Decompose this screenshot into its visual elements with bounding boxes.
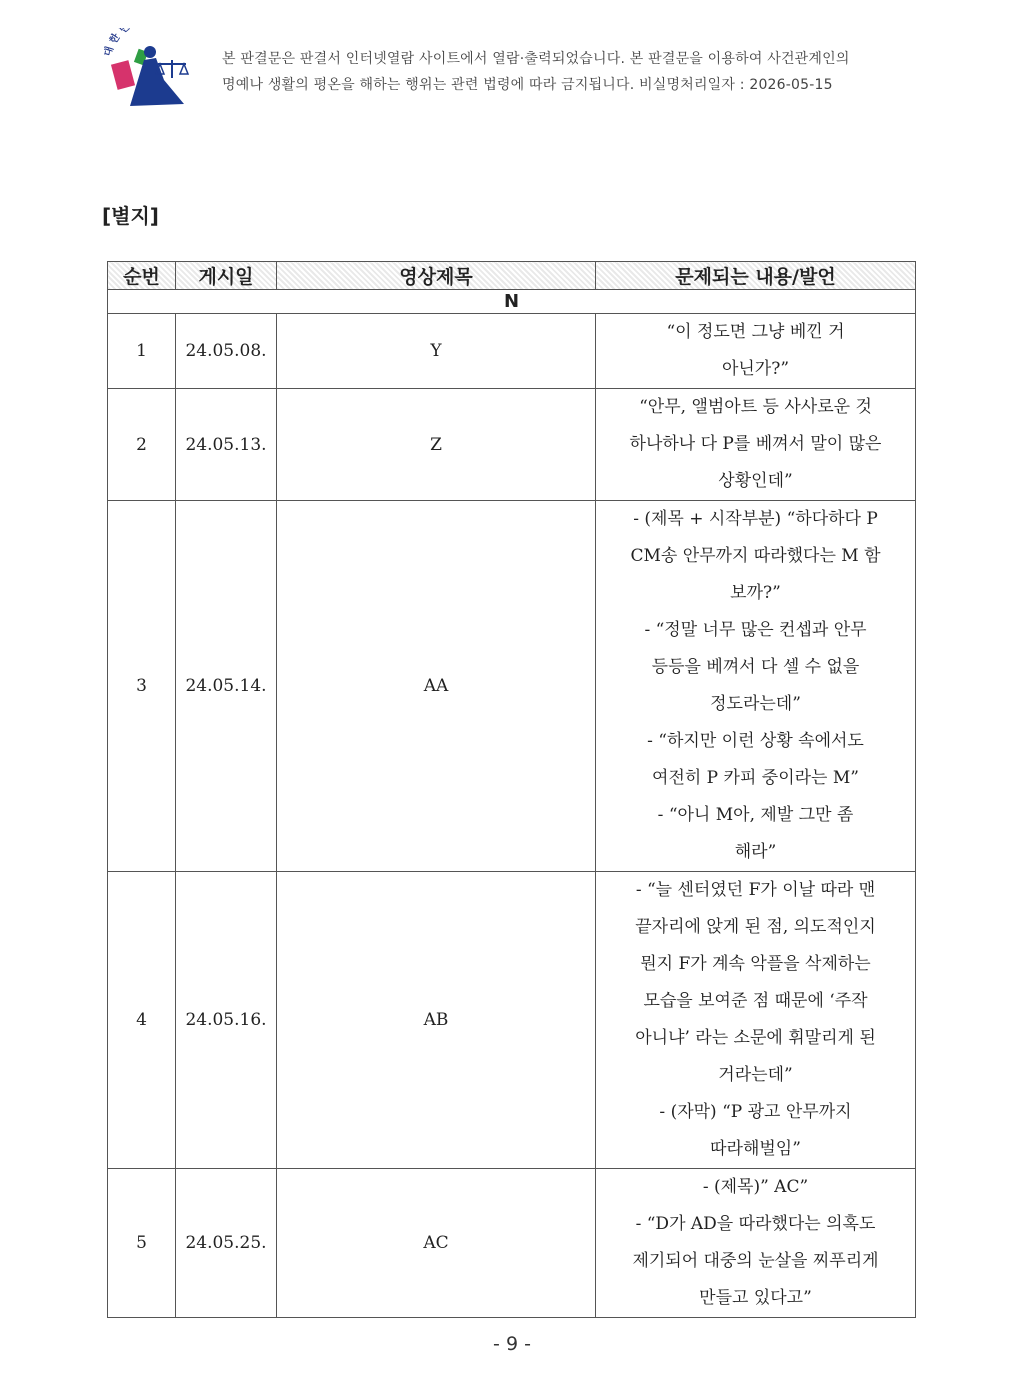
content-line: 여전히 P 카피 중이라는 M” xyxy=(652,768,859,788)
content-line: 하나하나 다 P를 베껴서 말이 많은 xyxy=(629,434,882,454)
content-line: 뭔지 F가 계속 악플을 삭제하는 xyxy=(640,954,871,974)
row-content xyxy=(596,501,916,872)
row-content xyxy=(596,314,916,389)
content-line: 정도라는데” xyxy=(710,694,801,714)
table-row xyxy=(108,872,916,1169)
notice-line-2: 명예나 생활의 평온을 해하는 행위는 관련 법령에 따라 금지됩니다. 비실명처리일자 : 2026-05-15 xyxy=(222,77,833,93)
content-line: - “정말 너무 많은 컨셉과 안무 xyxy=(644,620,867,640)
content-line: 해라” xyxy=(734,842,777,862)
row-number: 2 xyxy=(108,389,176,501)
row-content xyxy=(596,872,916,1169)
page-header xyxy=(100,28,940,118)
content-line: - “아니 M아, 제발 그만 좀 xyxy=(657,805,854,825)
content-line: 모습을 보여준 점 때문에 ‘주작 xyxy=(643,991,868,1011)
row-title: Y xyxy=(277,314,596,389)
content-line: - “D가 AD을 따라했다는 의혹도 xyxy=(635,1214,876,1234)
usage-notice xyxy=(222,46,942,98)
group-row xyxy=(108,290,916,314)
row-number: 4 xyxy=(108,872,176,1169)
svg-text:대 한 민 국 법 원: 대 한 민 xyxy=(102,28,132,58)
row-date: 24.05.25. xyxy=(176,1169,277,1318)
row-title: AA xyxy=(277,501,596,872)
header-video-title: 영상제목 xyxy=(277,262,596,290)
row-content xyxy=(596,1169,916,1318)
content-line: 상황인데” xyxy=(718,471,793,491)
content-line: - “하지만 이런 상황 속에서도 xyxy=(647,731,864,751)
content-line: 아닌가?” xyxy=(721,359,790,379)
content-line: 보까?” xyxy=(730,583,781,603)
row-title: AB xyxy=(277,872,596,1169)
row-number: 5 xyxy=(108,1169,176,1318)
content-line: - (제목 + 시작부분) “하다하다 P xyxy=(633,509,878,529)
row-content xyxy=(596,389,916,501)
content-line: 등등을 베껴서 다 셀 수 없을 xyxy=(651,657,860,677)
row-date: 24.05.16. xyxy=(176,872,277,1169)
table-row xyxy=(108,1169,916,1318)
content-line: “안무, 앨범아트 등 사사로운 것 xyxy=(639,397,872,417)
content-line: 거라는데” xyxy=(718,1065,793,1085)
table-row xyxy=(108,501,916,872)
notice-line-1: 본 판결문은 판결서 인터넷열람 사이트에서 열람·출력되었습니다. 본 판결문을 이용하여 사건관계인의 xyxy=(222,51,850,67)
row-number: 3 xyxy=(108,501,176,872)
table-row xyxy=(108,389,916,501)
row-title: Z xyxy=(277,389,596,501)
court-emblem-icon xyxy=(100,28,212,112)
page-number: - 9 - xyxy=(493,1333,531,1355)
table-row xyxy=(108,314,916,389)
section-title: [별지] xyxy=(102,204,159,228)
header-content: 문제되는 내용/발언 xyxy=(596,262,916,290)
content-line: 제기되어 대중의 눈살을 찌푸리게 xyxy=(632,1251,879,1271)
row-date: 24.05.08. xyxy=(176,314,277,389)
content-line: - (자막) “P 광고 안무까지 xyxy=(659,1102,852,1122)
content-line: 아니냐’ 라는 소문에 휘말리게 된 xyxy=(635,1028,876,1048)
content-line: 따라해벌임” xyxy=(710,1139,801,1159)
table-header-row xyxy=(108,262,916,290)
row-number: 1 xyxy=(108,314,176,389)
content-line: - “늘 센터였던 F가 이날 따라 맨 xyxy=(635,880,876,900)
content-line: - (제목)” AC” xyxy=(702,1177,809,1197)
content-line: “이 정도면 그냥 베낀 거 xyxy=(666,322,845,342)
header-date: 게시일 xyxy=(176,262,277,290)
content-line: CM송 안무까지 따라했다는 M 함 xyxy=(630,546,881,566)
content-line: 만들고 있다고” xyxy=(699,1288,812,1308)
appendix-table xyxy=(107,261,916,1318)
row-date: 24.05.14. xyxy=(176,501,277,872)
header-number: 순번 xyxy=(108,262,176,290)
group-label: N xyxy=(108,290,916,314)
row-title: AC xyxy=(277,1169,596,1318)
row-date: 24.05.13. xyxy=(176,389,277,501)
content-line: 끝자리에 앉게 된 점, 의도적인지 xyxy=(635,917,876,937)
